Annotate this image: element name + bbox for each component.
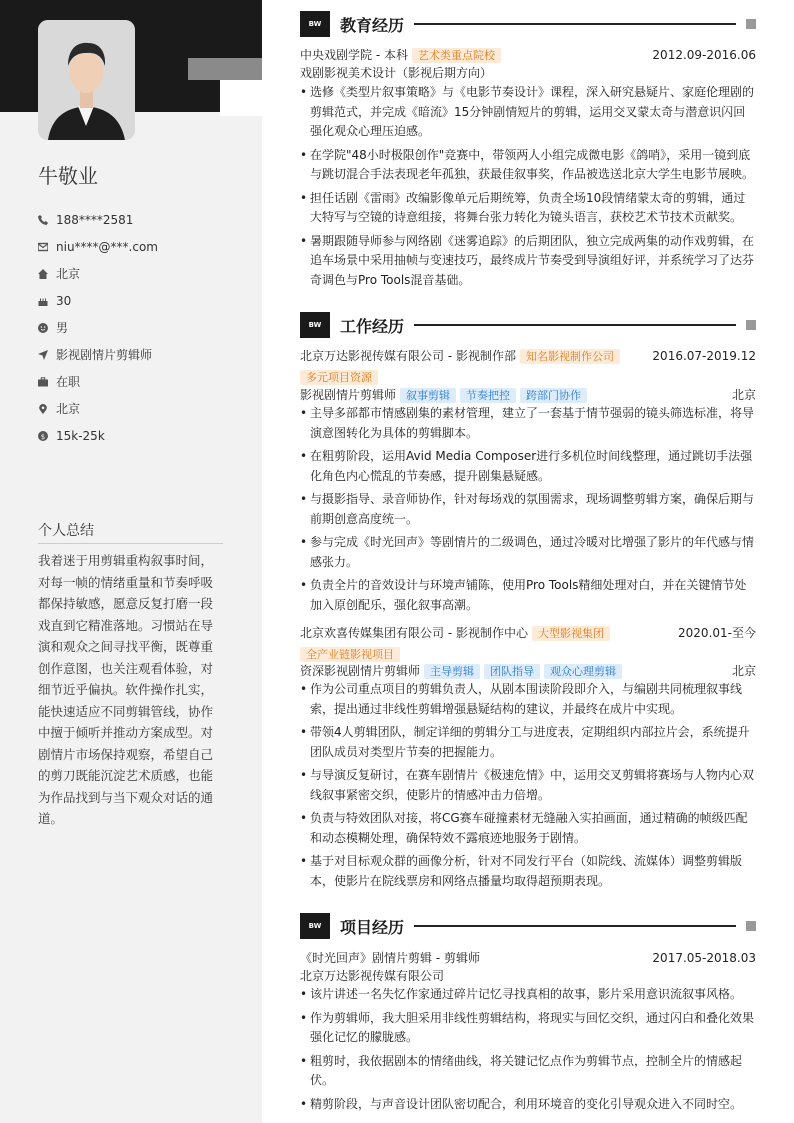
info-target-role [38, 341, 158, 368]
education-header [300, 11, 756, 37]
projects-header [300, 913, 756, 939]
work-header [300, 312, 756, 338]
list-item: • 作为剪辑师，我大胆采用非线性剪辑结构，将现实与回忆交织，通过闪白和叠化效果强化记忆的朦胧感。 [300, 1009, 756, 1048]
summary-text: 我着迷于用剪辑重构叙事时间，对每一帧的情绪重量和节奏呼吸都保持敏感，愿意反复打磨一段戏直到它精准落地。习惯站在导演和观众之间寻找平衡，既尊重创作意图，也关注观看体验，对细节近乎偏执。软件操作扎实，能快速适应不同剪辑管线，协作中擅于倾听并推动方案成型。对剧情片市场保持观察，希望自己的剪刀既能沉淀艺术质感，也能为作品找到与当下观众对话的通道。 [38, 553, 214, 826]
info-age [38, 287, 158, 314]
mail-icon [38, 242, 48, 252]
list-item: • 暑期跟随导师参与网络剧《迷雾追踪》的后期团队，独立完成两集的动作戏剪辑，在追车场景中采用抽帧与变速技巧，最终成片节奏受到导演组好评，并系统学习了达芬奇调色与Pro Tools混音基础。 [300, 232, 756, 291]
section-badge: BW [300, 11, 330, 37]
list-item: • 基于对目标观众群的画像分析，针对不同发行平台（如院线、流媒体）调整剪辑版本，使影片在院线票房和网络点播量均取得超预期表现。 [300, 852, 756, 891]
list-item: • 在学院"48小时极限创作"竞赛中，带领两人小组完成微电影《鸽哨》，采用一镜到底与跳切混合手法表现老年孤独，获最佳叙事奖，作品被选送北京大学生电影节展映。 [300, 146, 756, 185]
section-divider [414, 324, 736, 326]
info-phone [38, 206, 158, 233]
sidebar [0, 0, 262, 1123]
job-role: 影视剧情片剪辑师 [300, 388, 397, 402]
home-icon [38, 269, 48, 279]
info-location [38, 260, 158, 287]
role-tag: 观众心理剪辑 [544, 664, 622, 679]
info-salary [38, 422, 158, 449]
section-badge: BW [300, 913, 330, 939]
list-item: • 选修《类型片叙事策略》与《电影节奏设计》课程，深入研究悬疑片、家庭伦理剧的剪辑范式，并完成《暗流》15分钟剧情短片的剪辑，运用交叉蒙太奇与潜意识闪回强化观众心理压迫感。 [300, 83, 756, 142]
role-tag: 节奏把控 [460, 388, 516, 403]
list-item: • 担任话剧《雷雨》改编影像单元后期统筹，负责全场10段情绪蒙太奇的剪辑，通过大特写与空镜的诗意组接，将舞台张力转化为镜头语言，获校艺术节技术贡献奖。 [300, 189, 756, 228]
job-1-bullets [300, 404, 756, 619]
decor-gray-block [188, 58, 262, 80]
job-2-tag-row [300, 645, 756, 663]
list-item: • 作为公司重点项目的剪辑负责人，从剧本围读阶段即介入，与编剧共同梳理叙事线索，提出通过非线性剪辑增强悬疑结构的建议，并最终在成片中实现。 [300, 680, 756, 719]
decor-white-block [220, 80, 262, 116]
summary-title: 个人总结 [38, 520, 223, 544]
project-bullets [300, 985, 756, 1118]
role-tag: 主导剪辑 [424, 664, 480, 679]
list-item: • 负责与特效团队对接，将CG赛车碰撞素材无缝融入实拍画面，通过精确的帧级匹配和动态模糊处理，确保特效不露痕迹地服务于剧情。 [300, 809, 756, 848]
education-major: 戏剧影视美术设计（影视后期方向） [300, 66, 493, 80]
gender-text: 男 [56, 321, 69, 335]
cake-icon [38, 296, 48, 306]
section-square [746, 19, 756, 29]
job-city: 北京 [731, 664, 756, 678]
section-square [746, 921, 756, 931]
info-status [38, 368, 158, 395]
age-text: 30 [56, 293, 72, 308]
job-dates: 2020.01-至今 [678, 626, 756, 640]
projects-title: 项目经历 [340, 917, 405, 937]
list-item: • 在粗剪阶段，运用Avid Media Composer进行多机位时间线整理，通过跳切手法强化角色内心慌乱的节奏感，提升剧集悬疑感。 [300, 447, 756, 486]
svg-text:$: $ [40, 432, 46, 441]
info-desired-city [38, 395, 158, 422]
contact-info [38, 206, 158, 449]
job-2-bullets [300, 680, 756, 895]
job-city: 北京 [731, 388, 756, 402]
job-dates: 2016.07-2019.12 [652, 349, 756, 363]
profile-photo [38, 20, 135, 140]
briefcase-icon [38, 377, 48, 387]
work-title: 工作经历 [340, 316, 405, 336]
info-gender [38, 314, 158, 341]
section-badge: BW [300, 312, 330, 338]
project-company: 北京万达影视传媒有限公司 [300, 969, 445, 983]
school-tag: 艺术类重点院校 [412, 48, 501, 63]
job-1-role-row [300, 386, 756, 404]
section-divider [414, 23, 736, 25]
send-icon [38, 350, 48, 360]
list-item: • 粗剪时，我依据剧本的情绪曲线，将关键记忆点作为剪辑节点，控制全片的情感起伏。 [300, 1052, 756, 1091]
phone-text: 188****2581 [56, 212, 134, 227]
desired-city-text: 北京 [56, 402, 81, 416]
list-item: • 与摄影指导、录音师协作，针对每场戏的氛围需求，现场调整剪辑方案，确保后期与前期创意高度统一。 [300, 490, 756, 529]
company-tag: 大型影视集团 [532, 626, 610, 641]
location-text: 北京 [56, 267, 81, 281]
job-role: 资深影视剧情片剪辑师 [300, 664, 421, 678]
list-item: • 该片讲述一名失忆作家通过碎片记忆寻找真相的故事，影片采用意识流叙事风格。 [300, 985, 756, 1005]
status-text: 在职 [56, 375, 81, 389]
job-company: 北京欢喜传媒集团有限公司 - 影视制作中心 [300, 626, 528, 640]
job-2-company-row [300, 624, 756, 642]
role-tag: 跨部门协作 [520, 388, 587, 403]
list-item: • 参与完成《时光回声》等剧情片的二级调色，通过冷暖对比增强了影片的年代感与情感张力。 [300, 533, 756, 572]
list-item: • 带领4人剪辑团队，制定详细的剪辑分工与进度表，定期组织内部拉片会，系统提升团队成员对类型片节奏的把握能力。 [300, 723, 756, 762]
map-pin-icon [38, 404, 48, 414]
job-2-role-row [300, 662, 756, 680]
salary-text: 15k-25k [56, 428, 105, 443]
section-square [746, 320, 756, 330]
company-tag: 全产业链影视项目 [300, 647, 400, 662]
company-tag: 多元项目资源 [300, 370, 378, 385]
section-divider [414, 925, 736, 927]
money-icon [38, 431, 48, 441]
phone-icon [38, 215, 48, 225]
job-1-company-row [300, 347, 756, 365]
list-item: • 主导多部都市情感剧集的素材管理，建立了一套基于情节强弱的镜头筛选标准，将导演意图转化为具体的剪辑脚本。 [300, 404, 756, 443]
face-icon [38, 323, 48, 333]
role-tag: 团队指导 [484, 664, 540, 679]
education-title: 教育经历 [340, 15, 405, 35]
email-text: niu****@***.com [56, 239, 158, 254]
list-item: • 精剪阶段，与声音设计团队密切配合，利用环境音的变化引导观众进入不同时空。 [300, 1095, 756, 1115]
education-school-row [300, 46, 756, 64]
job-company: 北京万达影视传媒有限公司 - 影视制作部 [300, 349, 516, 363]
education-bullets [300, 83, 756, 294]
education-dates: 2012.09-2016.06 [652, 48, 756, 62]
info-email [38, 233, 158, 260]
company-tag: 知名影视制作公司 [520, 349, 620, 364]
school-name: 中央戏剧学院 - 本科 [300, 48, 408, 62]
role-tag: 叙事剪辑 [400, 388, 456, 403]
list-item: • 负责全片的音效设计与环境声铺陈，使用Pro Tools精细处理对白，并在关键情节处加入原创配乐，强化叙事高潮。 [300, 576, 756, 615]
project-name-row [300, 949, 756, 967]
project-name: 《时光回声》剧情片剪辑 - 剪辑师 [300, 951, 480, 965]
job-1-tag-row [300, 368, 756, 386]
target-role-text: 影视剧情片剪辑师 [56, 348, 153, 362]
project-dates: 2017.05-2018.03 [652, 951, 756, 965]
profile-photo-image [38, 20, 135, 140]
candidate-name: 牛敬业 [38, 164, 98, 188]
list-item: • 与导演反复研讨，在赛车剧情片《极速危情》中，运用交叉剪辑将赛场与人物内心双线叙事紧密交织，使影片的情感冲击力倍增。 [300, 766, 756, 805]
